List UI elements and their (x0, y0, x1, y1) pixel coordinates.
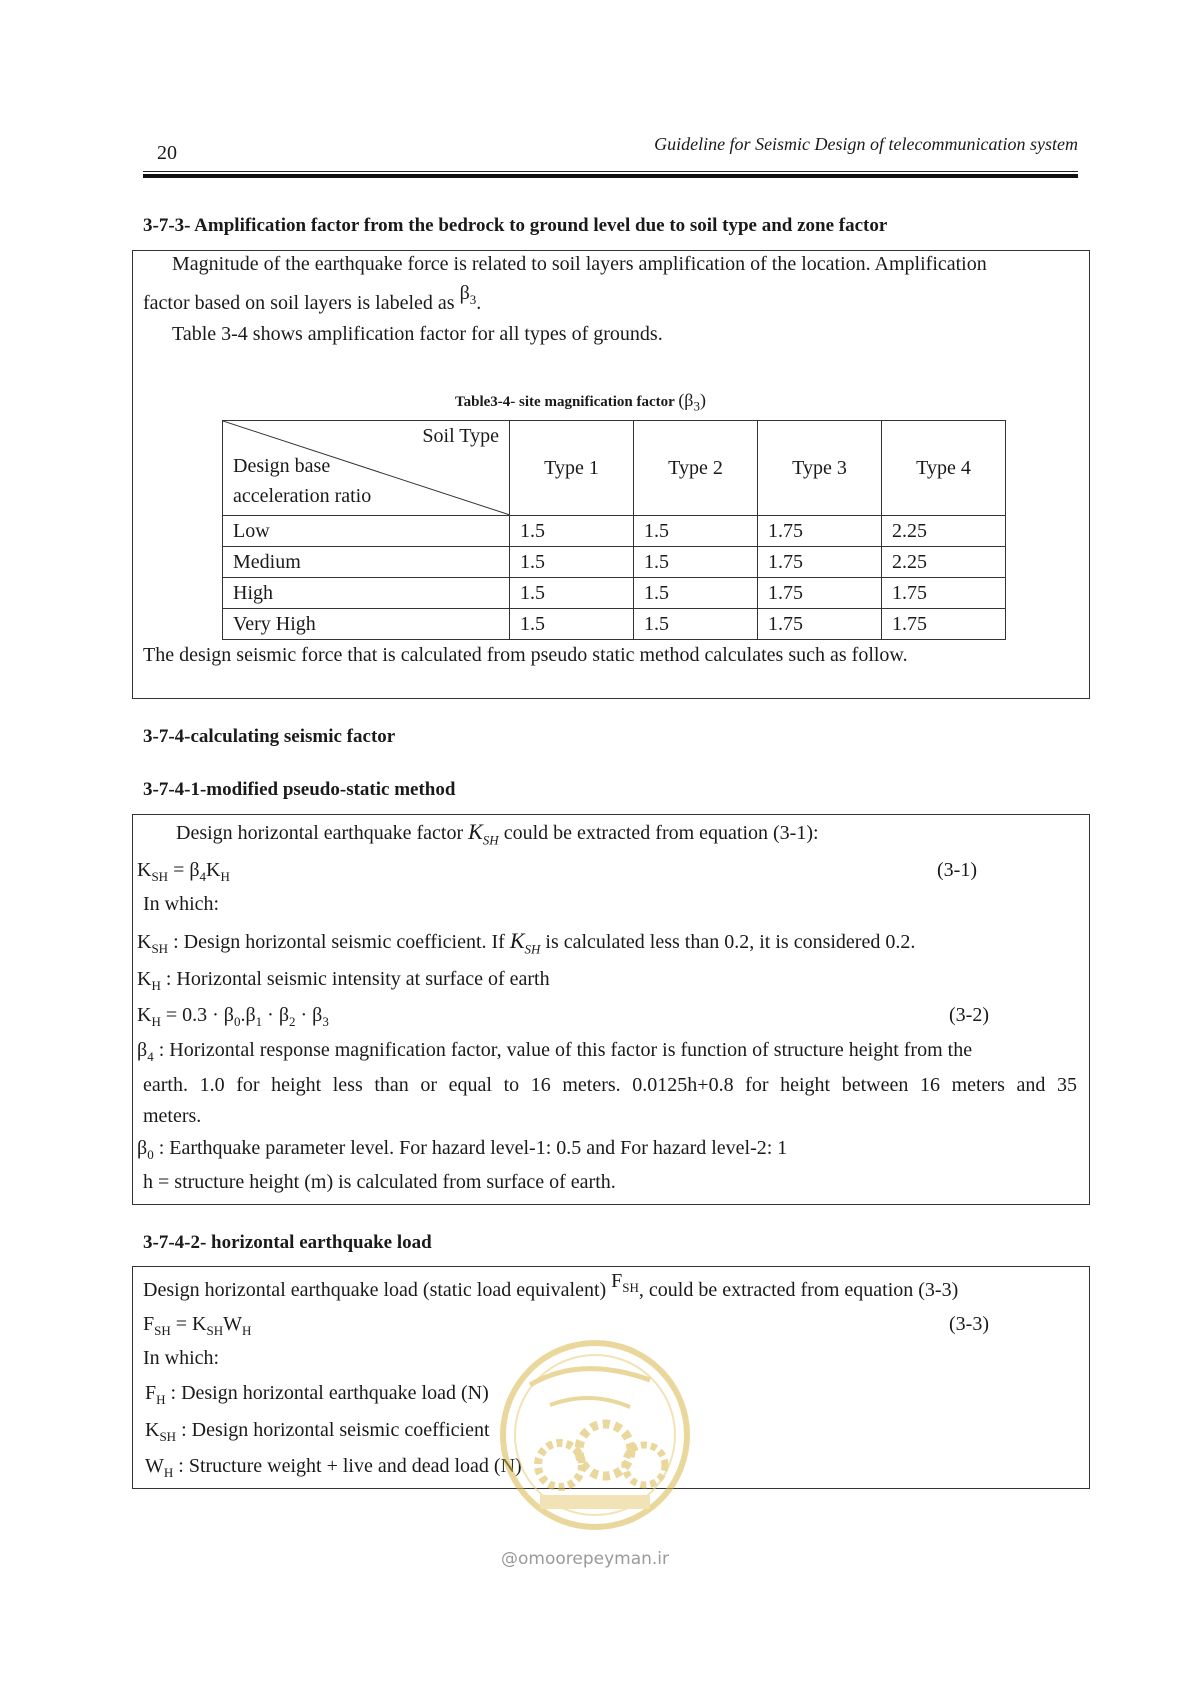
kh-definition: $K_H$ : Horizontal seismic intensity at surface of earth (137, 968, 550, 993)
col-header: Type 3 (758, 421, 882, 516)
watermark-site: @omoorepeyman.ir (501, 1549, 670, 1569)
table-cell: 2.25 (882, 516, 1006, 547)
header-rule-thin (143, 171, 1078, 172)
beta3-symbol: $\beta_3$ (459, 282, 477, 307)
table-cell: 1.5 (510, 578, 634, 609)
in-which-3742: In which: (143, 1347, 220, 1369)
watermark-logo (490, 1335, 700, 1535)
table-cell: 1.5 (510, 516, 634, 547)
table-corner-cell (223, 421, 510, 516)
caption-beta3: $(\beta_3)$ (678, 390, 706, 414)
table-cell: 1.75 (758, 547, 882, 578)
table-cell: 2.25 (882, 547, 1006, 578)
wh-definition: $W_H$ : Structure weight + live and dead load (N) (145, 1455, 522, 1480)
ksh-definition: $K_{SH}$ : Design horizontal seismic coefficient. If $K_{SH}$ is calculated less than 0.2, it is considered 0.2. (137, 928, 916, 957)
corner-design-base: Design base (233, 455, 331, 477)
beta4-definition-line2: earth. 1.0 for height less than or equal to 16 meters. 0.0125h+0.8 for height between 16 meters and 35 (143, 1074, 1077, 1096)
header-rule-thick (143, 174, 1078, 178)
equation-3-3: $F_{SH} = K_{SH}W_H$ (143, 1313, 252, 1338)
row-label: Medium (223, 547, 510, 578)
table-row (223, 547, 1006, 578)
corner-soil-type: Soil Type (422, 425, 499, 447)
beta4-definition-line1: $\beta_4$ : Horizontal response magnification factor, value of this factor is function of structure height from the (137, 1039, 973, 1064)
section-3742-heading: 3-7-4-2- horizontal earthquake load (143, 1232, 432, 1253)
section-373-heading: 3-7-3- Amplification factor from the bedrock to ground level due to soil type and zone factor (143, 215, 888, 236)
table-cell: 1.5 (634, 547, 758, 578)
corner-acceleration-ratio: acceleration ratio (233, 485, 372, 507)
table-row (223, 578, 1006, 609)
table-row (223, 516, 1006, 547)
table-cell: 1.75 (758, 516, 882, 547)
watermark-at-icon: @ (501, 1549, 518, 1569)
col-header: Type 4 (882, 421, 1006, 516)
running-title: Guideline for Seismic Design of telecommunication system (654, 134, 1078, 154)
table-caption: Table3-4- site magnification factor $(\beta_3)$ (455, 390, 706, 414)
in-which-3741: In which: (143, 893, 220, 915)
table-cell: 1.75 (882, 578, 1006, 609)
h-definition: h = structure height (m) is calculated from surface of earth. (143, 1171, 616, 1193)
table-cell: 1.75 (882, 609, 1006, 640)
intro-3741: Design horizontal earthquake factor $K_{SH}$ could be extracted from equation (3-1): (176, 819, 819, 848)
fh-definition: $F_H$ : Design horizontal earthquake load (N) (145, 1382, 489, 1407)
col-header: Type 1 (510, 421, 634, 516)
ksh-inline-symbol: $K_{SH}$ (509, 928, 541, 957)
section-3741-box (132, 814, 1090, 1205)
table-cell: 1.5 (510, 547, 634, 578)
ksh-symbol: $K_{SH}$ (468, 819, 499, 848)
section-374-heading: 3-7-4-calculating seismic factor (143, 726, 396, 747)
section-373-closing: The design seismic force that is calculated from pseudo static method calculates such as follow. (143, 644, 908, 666)
table-cell: 1.5 (634, 578, 758, 609)
site-magnification-table (222, 420, 1006, 640)
equation-number-3-1: (3-1) (937, 859, 977, 881)
page-number: 20 (157, 142, 177, 164)
para1-line1: Magnitude of the earthquake force is related to soil layers amplification of the location. Amplification (172, 253, 987, 275)
table-header-row (223, 421, 1006, 516)
table-cell: 1.5 (634, 516, 758, 547)
section-3741-heading: 3-7-4-1-modified pseudo-static method (143, 779, 456, 800)
table-row (223, 609, 1006, 640)
ksh-definition-3742: $K_{SH}$ : Design horizontal seismic coefficient (145, 1419, 490, 1444)
table-cell: 1.75 (758, 578, 882, 609)
para2: Table 3-4 shows amplification factor for all types of grounds. (172, 323, 663, 345)
beta0-definition: $\beta_0$ : Earthquake parameter level. For hazard level-1: 0.5 and For hazard level-2: 1 (137, 1137, 788, 1162)
beta4-definition-line3: meters. (143, 1105, 202, 1127)
row-label: High (223, 578, 510, 609)
fsh-symbol: $F_{SH}$ (611, 1270, 639, 1295)
equation-number-3-2: (3-2) (949, 1004, 989, 1026)
col-header: Type 2 (634, 421, 758, 516)
watermark-emblem (490, 1335, 700, 1535)
row-label: Very High (223, 609, 510, 640)
intro-3742: Design horizontal earthquake load (static load equivalent) $F_{SH}$, could be extracted from equation (3-3) (143, 1270, 959, 1301)
para1-line2: factor based on soil layers is labeled as $\beta_3$. (143, 282, 482, 314)
table-cell: 1.75 (758, 609, 882, 640)
equation-3-2: $K_H = 0.3 \cdot \beta_0.\beta_1 \cdot \beta_2 \cdot \beta_3$ (137, 1004, 329, 1029)
row-label: Low (223, 516, 510, 547)
equation-3-1: $K_{SH} = \beta_4K_H$ (137, 859, 230, 884)
table-cell: 1.5 (510, 609, 634, 640)
equation-number-3-3: (3-3) (949, 1313, 989, 1335)
table-cell: 1.5 (634, 609, 758, 640)
